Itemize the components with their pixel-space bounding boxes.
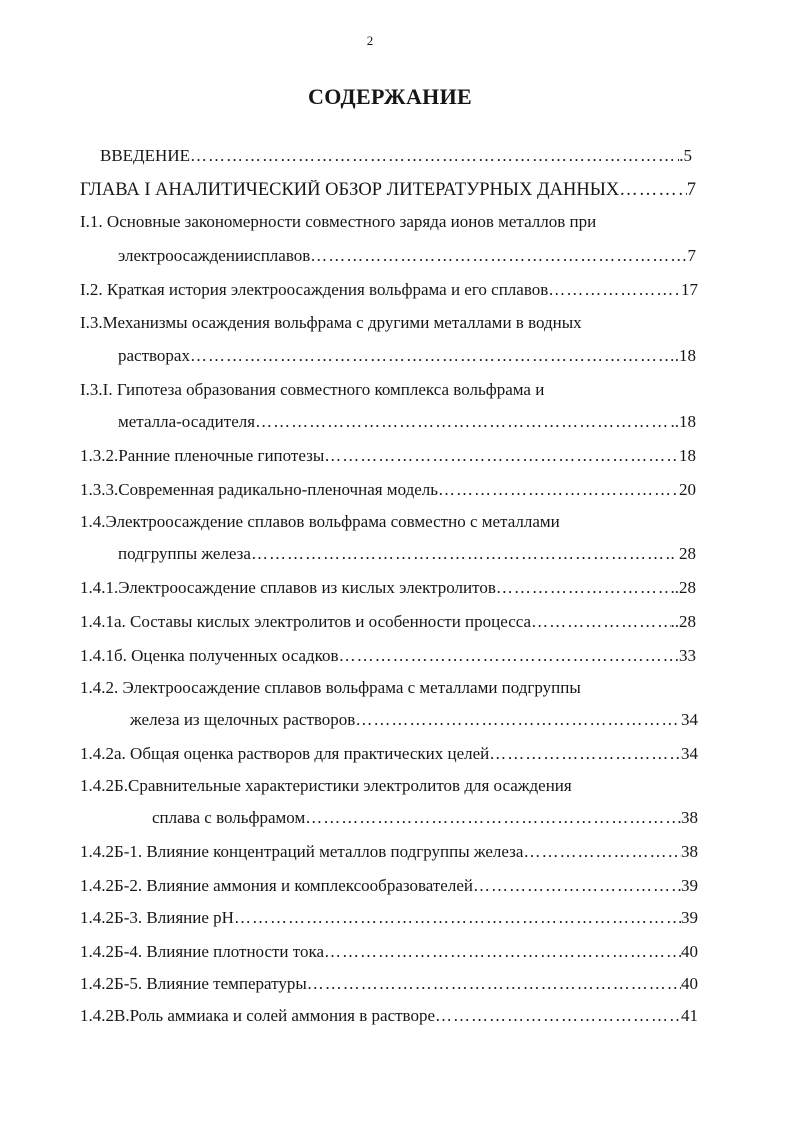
- toc-entry-page: 39: [681, 908, 698, 927]
- leader-dots: [523, 842, 681, 862]
- toc-entry-page: ..28: [670, 612, 696, 631]
- leader-dots: [305, 808, 681, 828]
- toc-entry-title: 1.4.2Б-3. Влияние pH: [80, 908, 234, 927]
- toc-entry-page: 7: [686, 180, 696, 200]
- toc-entry-page: 38: [681, 842, 698, 861]
- leader-dots: [435, 1006, 681, 1026]
- toc-entry-title: 1.4.2Б-4. Влияние плотности тока: [80, 942, 325, 961]
- leader-dots: [548, 280, 681, 300]
- toc-entry: [118, 412, 696, 432]
- toc-entry-title-line1: I.3.I. Гипотеза образования совместного комплекса вольфрама и: [80, 380, 545, 399]
- toc-entry-title: сплава с вольфрамом: [152, 808, 306, 827]
- toc-entry: [80, 842, 698, 862]
- toc-entry: [152, 808, 698, 828]
- leader-dots: [473, 876, 681, 896]
- toc-entry-page: 33: [679, 646, 696, 665]
- leader-dots: [234, 908, 681, 928]
- leader-dots: [438, 480, 679, 500]
- toc-entry-title-line1: I.1. Основные закономерности совместного заряда ионов металлов при: [80, 212, 597, 231]
- page-number: 2: [366, 33, 374, 48]
- toc-entry-page: 17: [681, 280, 698, 299]
- toc-entry-page: 40: [681, 942, 698, 961]
- toc-entry-page: 41: [681, 1006, 698, 1025]
- leader-dots: [619, 180, 687, 200]
- toc-entry-page: 34: [681, 744, 698, 763]
- document-title: СОДЕРЖАНИЕ: [308, 84, 472, 109]
- toc-entry-title-line1: 1.4.Электроосаждение сплавов вольфрама совместно с металлами: [80, 512, 560, 531]
- toc-entry-title: I.2. Краткая история электроосаждения вольфрама и его сплавов: [80, 280, 549, 299]
- toc-entry-title: подгруппы железа: [118, 544, 251, 563]
- toc-entry-page: ..18: [670, 412, 696, 431]
- toc-entry-title: 1.4.1.Электроосаждение сплавов из кислых электролитов: [80, 578, 496, 597]
- leader-dots: [496, 578, 671, 598]
- toc-entry: [80, 446, 696, 466]
- leader-dots: [355, 710, 681, 730]
- toc-entry-page: 18: [679, 446, 696, 465]
- toc-entry: [80, 1006, 698, 1026]
- toc-entry: [80, 578, 696, 598]
- toc-entry-page: 40: [681, 974, 698, 993]
- leader-dots: [255, 412, 670, 432]
- toc-entry-title: электроосаждениисплавов: [118, 246, 311, 265]
- toc-entry-title: 1.4.2В.Роль аммиака и солей аммония в растворе: [80, 1006, 436, 1025]
- toc-entry-page: .5: [679, 146, 692, 165]
- toc-entry: [118, 246, 696, 266]
- toc-entry: [80, 646, 696, 666]
- leader-dots: [307, 974, 681, 994]
- toc-entry-page: . 28: [670, 544, 696, 563]
- leader-dots: [324, 942, 681, 962]
- leader-dots: [190, 146, 679, 166]
- leader-dots: [489, 744, 681, 764]
- toc-entry-title: 1.4.2Б-2. Влияние аммония и комплексообразователей: [80, 876, 473, 895]
- toc-entry-title: 1.4.2Б-5. Влияние температуры: [80, 974, 307, 993]
- toc-entry: [80, 974, 698, 994]
- toc-entry-title: ВВЕДЕНИЕ: [100, 146, 190, 165]
- toc-entry-title: 1.4.1а. Составы кислых электролитов и особенности процесса: [80, 612, 532, 631]
- toc-entry-title: железа из щелочных растворов: [130, 710, 356, 729]
- toc-entry: [80, 744, 698, 764]
- toc-entry-title: растворах: [118, 346, 190, 365]
- toc-entry: [118, 544, 696, 564]
- toc-entry-page: 7: [687, 246, 696, 265]
- leader-dots: [310, 246, 687, 266]
- toc-entry-title: металла-осадителя: [118, 412, 256, 431]
- toc-entry: [80, 908, 698, 928]
- toc-entry-page: 38: [681, 808, 698, 827]
- leader-dots: [531, 612, 670, 632]
- toc-entry: [80, 876, 698, 896]
- toc-entry: [100, 146, 692, 166]
- toc-entry: [80, 280, 698, 300]
- toc-entry-title: ГЛАВА I АНАЛИТИЧЕСКИЙ ОБЗОР ЛИТЕРАТУРНЫХ ДАННЫХ: [80, 180, 620, 200]
- toc-entry: [80, 180, 696, 200]
- toc-entry: [80, 942, 698, 962]
- toc-entry: [80, 480, 696, 500]
- toc-entry-title-line1: I.3.Механизмы осаждения вольфрама с другими металлами в водных: [80, 313, 582, 332]
- toc-entry: [130, 710, 698, 730]
- toc-entry-page: 34: [681, 710, 698, 729]
- leader-dots: [339, 646, 679, 666]
- toc-entry-title: 1.4.2Б-1. Влияние концентраций металлов подгруппы железа: [80, 842, 524, 861]
- leader-dots: [251, 544, 671, 564]
- leader-dots: [190, 346, 675, 366]
- toc-entry: [80, 612, 696, 632]
- toc-entry-title-line1: 1.4.2. Электроосаждение сплавов вольфрама с металлами подгруппы: [80, 678, 581, 697]
- toc-entry-title: 1.4.2а. Общая оценка растворов для практических целей: [80, 744, 490, 763]
- toc-entry-page: .18: [674, 346, 696, 365]
- toc-entry-page: 20: [679, 480, 696, 499]
- toc-entry: [118, 346, 696, 366]
- leader-dots: [324, 446, 679, 466]
- toc-entry-title: 1.4.1б. Оценка полученных осадков: [80, 646, 339, 665]
- toc-entry-page: ..28: [670, 578, 696, 597]
- toc-entry-title: 1.3.3.Современная радикально-пленочная модель: [80, 480, 439, 499]
- toc-entry-title: 1.3.2.Ранние пленочные гипотезы: [80, 446, 325, 465]
- toc-entry-page: 39: [681, 876, 698, 895]
- toc-entry-title-line1: 1.4.2Б.Сравнительные характеристики электролитов для осаждения: [80, 776, 572, 795]
